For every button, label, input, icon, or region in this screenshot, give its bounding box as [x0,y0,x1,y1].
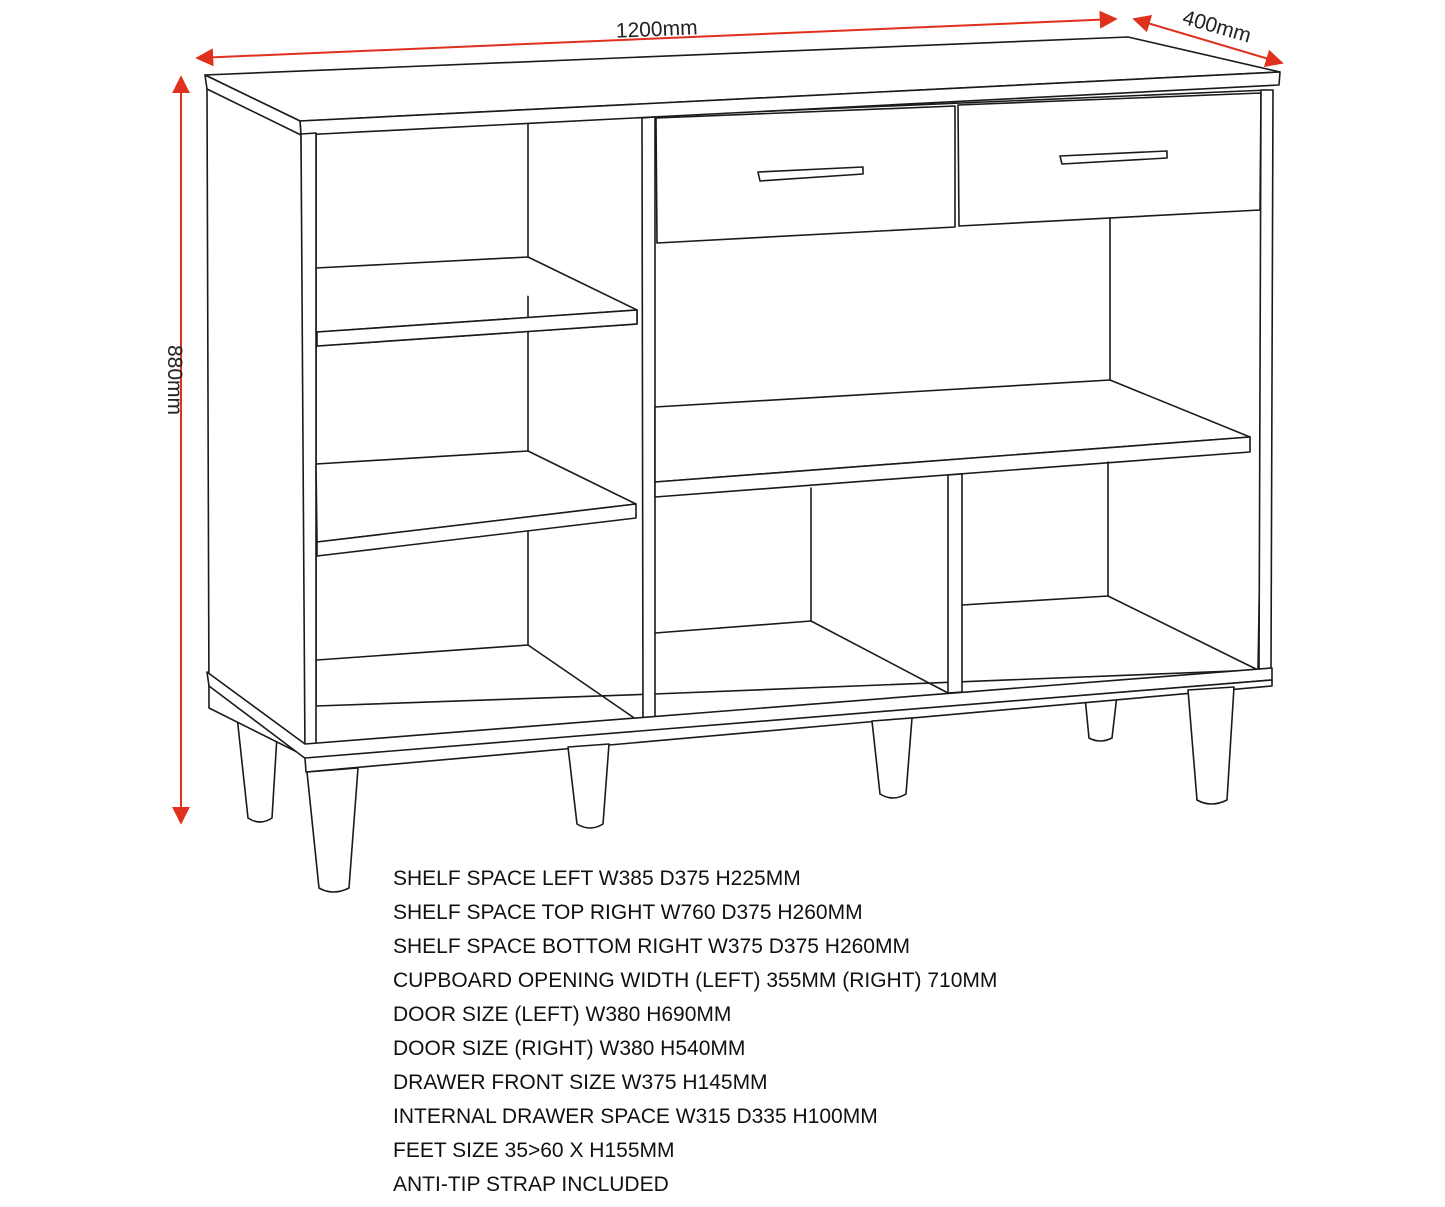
spec-cupboard-opening-width: CUPBOARD OPENING WIDTH (LEFT) 355MM (RIGHT) 710MM [393,969,998,992]
spec-shelf-space-top-right: SHELF SPACE TOP RIGHT W760 D375 H260MM [393,901,863,924]
right-front-stile [1259,90,1273,670]
spec-shelf-space-left: SHELF SPACE LEFT W385 D375 H225MM [393,867,801,890]
front-middle-leg [568,744,609,828]
front-center-right-leg [872,718,912,798]
height-label: 880mm [163,344,186,416]
sideboard-outline [205,37,1280,892]
spec-door-size-left: DOOR SIZE (LEFT) W380 H690MM [393,1003,732,1026]
spec-internal-drawer-space: INTERNAL DRAWER SPACE W315 D335 H100MM [393,1105,878,1128]
width-label: 1200mm [615,16,699,43]
front-right-leg [1188,687,1234,804]
spec-door-size-right: DOOR SIZE (RIGHT) W380 H540MM [393,1037,746,1060]
right-lower-divider [948,474,962,693]
front-left-leg [307,768,358,892]
spec-feet-size: FEET SIZE 35>60 X H155MM [393,1139,675,1162]
specification-list [393,862,997,1202]
central-divider [642,117,655,724]
left-side-panel [207,88,307,757]
depth-label: 400mm [1179,6,1254,48]
spec-shelf-space-bottom-right: SHELF SPACE BOTTOM RIGHT W375 D375 H260MM [393,935,910,958]
spec-drawer-front-size: DRAWER FRONT SIZE W375 H145MM [393,1071,768,1094]
spec-anti-tip-strap: ANTI-TIP STRAP INCLUDED [393,1173,669,1196]
